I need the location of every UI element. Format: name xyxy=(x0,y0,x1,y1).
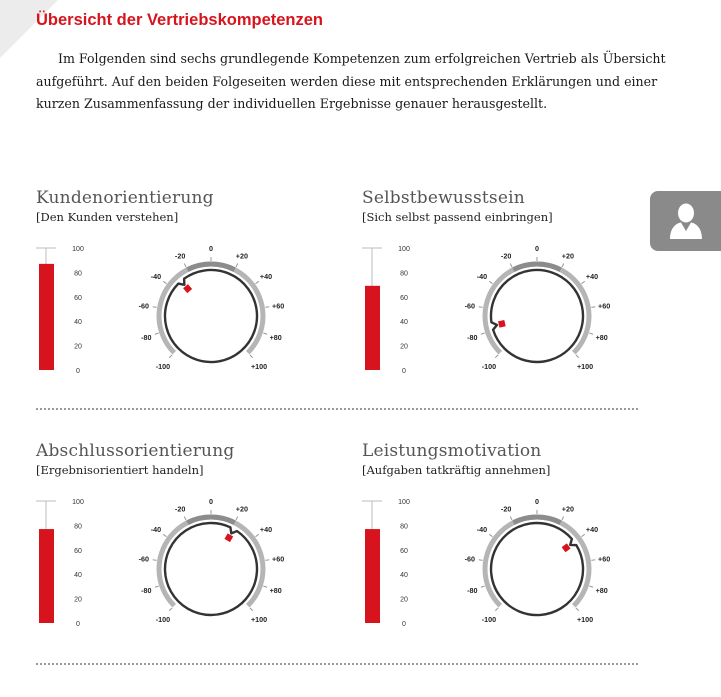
gauge-scale-label: +40 xyxy=(259,525,273,535)
gauge-tick xyxy=(581,534,584,536)
competency-title: Leistungsmotivation xyxy=(362,441,542,461)
gauge-tick xyxy=(581,281,584,283)
gauge-scale-label: -100 xyxy=(481,362,497,372)
bar-scale-label: 100 xyxy=(398,246,410,253)
intro-text xyxy=(36,48,676,116)
competency-title: Kundenorientierung xyxy=(36,188,214,208)
competency-subtitle: [Aufgaben tatkräftig annehmen] xyxy=(362,463,551,477)
gauge-scale-label: 0 xyxy=(209,246,213,253)
gauge-scale-label: -60 xyxy=(138,301,150,311)
bar-scale-label: 0 xyxy=(76,621,80,628)
competency-block-abschlussorientierung xyxy=(36,441,336,641)
gauge-tick xyxy=(576,355,579,358)
gauge-scale-label: -60 xyxy=(464,301,476,311)
gauge-value-marker xyxy=(224,533,233,542)
section-divider xyxy=(36,408,638,410)
dial-gauge xyxy=(136,499,286,639)
bar-scale-label: 20 xyxy=(74,596,82,604)
gauge-scale-label: -100 xyxy=(155,362,171,372)
gauge-scale-label: -40 xyxy=(150,272,162,282)
gauge-tick xyxy=(163,281,166,283)
gauge-tick xyxy=(495,608,498,611)
bar-fill xyxy=(365,286,380,370)
gauge-tick xyxy=(169,355,172,358)
gauge-tick xyxy=(236,263,238,267)
gauge-tick xyxy=(163,534,166,536)
gauge-tick xyxy=(576,608,579,611)
gauge-scale-label: +40 xyxy=(585,272,599,282)
bar-scale-label: 100 xyxy=(72,499,84,506)
gauge-scale-label: +60 xyxy=(272,554,285,564)
gauge-value-marker xyxy=(498,320,506,328)
gauge-scale-arc xyxy=(159,264,263,353)
gauge-scale-label: -100 xyxy=(481,615,497,625)
gauge-tick xyxy=(255,281,258,283)
gauge-tick xyxy=(489,281,492,283)
gauge-scale-label: +100 xyxy=(576,362,594,372)
gauge-tick xyxy=(479,560,483,561)
gauge-scale-label: -80 xyxy=(141,586,152,596)
gauge-scale-arc xyxy=(485,264,589,353)
gauge-tick xyxy=(489,534,492,536)
bar-fill xyxy=(365,529,380,623)
gauge-scale-label: +80 xyxy=(269,586,282,596)
competency-block-selbstbewusstsein xyxy=(362,188,662,388)
gauge-scale-label: +20 xyxy=(561,504,574,514)
gauge-indicator-ring xyxy=(165,523,257,615)
person-icon xyxy=(668,202,704,240)
gauge-scale-label: 0 xyxy=(535,246,539,253)
bar-scale-label: 80 xyxy=(74,270,82,278)
gauge-scale-label: -40 xyxy=(476,272,488,282)
gauge-tick xyxy=(510,516,512,520)
gauge-tick xyxy=(255,534,258,536)
competency-block-kundenorientierung xyxy=(36,188,336,388)
gauge-tick xyxy=(481,586,485,587)
bar-scale-label: 0 xyxy=(76,368,80,375)
gauge-tick xyxy=(495,355,498,358)
competency-subtitle: [Ergebnisorientiert handeln] xyxy=(36,463,204,477)
gauge-tick xyxy=(263,586,267,587)
gauge-tick xyxy=(510,263,512,267)
gauge-scale-label: 0 xyxy=(209,499,213,506)
gauge-scale-label: +40 xyxy=(259,272,273,282)
bar-fill xyxy=(39,264,54,370)
bar-scale-label: 20 xyxy=(74,343,82,351)
gauge-scale-arc xyxy=(485,517,589,606)
bar-scale-label: 0 xyxy=(402,368,406,375)
gauge-scale-label: -80 xyxy=(467,586,478,596)
gauge-tick xyxy=(184,263,186,267)
gauge-scale-arc xyxy=(159,517,263,606)
gauge-tick xyxy=(153,307,157,308)
gauge-scale-label: +20 xyxy=(235,504,248,514)
gauge-scale-label: +20 xyxy=(561,251,574,261)
gauge-scale-label: -60 xyxy=(138,554,150,564)
gauge-tick xyxy=(479,307,483,308)
gauge-scale-label: -100 xyxy=(155,615,171,625)
gauge-scale-label: +40 xyxy=(585,525,599,535)
page-title: Übersicht der Vertriebskompetenzen xyxy=(36,11,324,29)
gauge-scale-label: -40 xyxy=(476,525,488,535)
gauge-scale-label: +100 xyxy=(250,615,268,625)
intro-paragraph: Im Folgenden sind sechs grundlegende Kompetenzen zum erfolgreichen Vertrieb als Übersicht aufgeführt. Auf den beiden Folgeseiten werden diese mit entsprechenden Erklärungen und einer kurzen Zusammenfassung der individuellen Ergebnisse genauer herausgestellt. xyxy=(36,51,666,111)
gauge-indicator-ring xyxy=(491,270,583,362)
gauge-scale-label: -60 xyxy=(464,554,476,564)
gauge-tick xyxy=(250,608,253,611)
gauge-tick xyxy=(589,586,593,587)
gauge-tick xyxy=(169,608,172,611)
gauge-scale-label: +80 xyxy=(269,333,282,343)
competency-subtitle: [Sich selbst passend einbringen] xyxy=(362,210,553,224)
competency-subtitle: [Den Kunden verstehen] xyxy=(36,210,179,224)
gauge-tick xyxy=(263,333,267,334)
bar-scale-label: 80 xyxy=(400,270,408,278)
gauge-center-zone xyxy=(513,517,560,523)
gauge-scale-label: +80 xyxy=(595,333,608,343)
bar-scale-label: 80 xyxy=(74,523,82,531)
gauge-tick xyxy=(481,333,485,334)
dial-gauge xyxy=(462,246,612,386)
bar-scale-label: 20 xyxy=(400,343,408,351)
gauge-tick xyxy=(589,333,593,334)
gauge-scale-label: +20 xyxy=(235,251,248,261)
bar-fill xyxy=(39,529,54,623)
bar-scale-label: 20 xyxy=(400,596,408,604)
bar-scale-label: 60 xyxy=(74,547,82,555)
bar-scale-label: 40 xyxy=(400,319,408,327)
dial-gauge xyxy=(136,246,286,386)
gauge-indicator-ring xyxy=(165,270,257,362)
gauge-scale-label: -20 xyxy=(500,251,512,261)
gauge-tick xyxy=(250,355,253,358)
gauge-scale-label: +100 xyxy=(576,615,594,625)
gauge-scale-label: -20 xyxy=(500,504,512,514)
gauge-scale-label: -20 xyxy=(174,251,186,261)
gauge-scale-label: -80 xyxy=(467,333,478,343)
gauge-scale-label: +60 xyxy=(272,301,285,311)
bar-scale-label: 40 xyxy=(400,572,408,580)
gauge-tick xyxy=(591,307,595,308)
gauge-scale-label: -40 xyxy=(150,525,162,535)
gauge-scale-label: 0 xyxy=(535,499,539,506)
bar-scale-label: 60 xyxy=(400,547,408,555)
gauge-tick xyxy=(562,516,564,520)
gauge-tick xyxy=(236,516,238,520)
gauge-scale-label: +100 xyxy=(250,362,268,372)
gauge-tick xyxy=(155,586,159,587)
bar-scale-label: 0 xyxy=(402,621,406,628)
gauge-tick xyxy=(265,560,269,561)
gauge-tick xyxy=(591,560,595,561)
competency-title: Abschlussorientierung xyxy=(36,441,235,461)
bar-scale-label: 80 xyxy=(400,523,408,531)
gauge-scale-label: +60 xyxy=(598,301,611,311)
gauge-tick xyxy=(184,516,186,520)
gauge-tick xyxy=(265,307,269,308)
gauge-tick xyxy=(155,333,159,334)
competency-block-leistungsmotivation xyxy=(362,441,662,641)
gauge-tick xyxy=(153,560,157,561)
gauge-scale-label: -20 xyxy=(174,504,186,514)
dial-gauge xyxy=(462,499,612,639)
bar-scale-label: 100 xyxy=(398,499,410,506)
section-divider xyxy=(36,663,638,665)
gauge-indicator-ring xyxy=(491,523,583,615)
bar-scale-label: 60 xyxy=(74,294,82,302)
gauge-scale-label: -80 xyxy=(141,333,152,343)
bar-scale-label: 40 xyxy=(74,319,82,327)
competency-title: Selbstbewusstsein xyxy=(362,188,525,208)
gauge-scale-label: +60 xyxy=(598,554,611,564)
bar-scale-label: 40 xyxy=(74,572,82,580)
bar-scale-label: 100 xyxy=(72,246,84,253)
gauge-tick xyxy=(562,263,564,267)
bar-scale-label: 60 xyxy=(400,294,408,302)
gauge-scale-label: +80 xyxy=(595,586,608,596)
